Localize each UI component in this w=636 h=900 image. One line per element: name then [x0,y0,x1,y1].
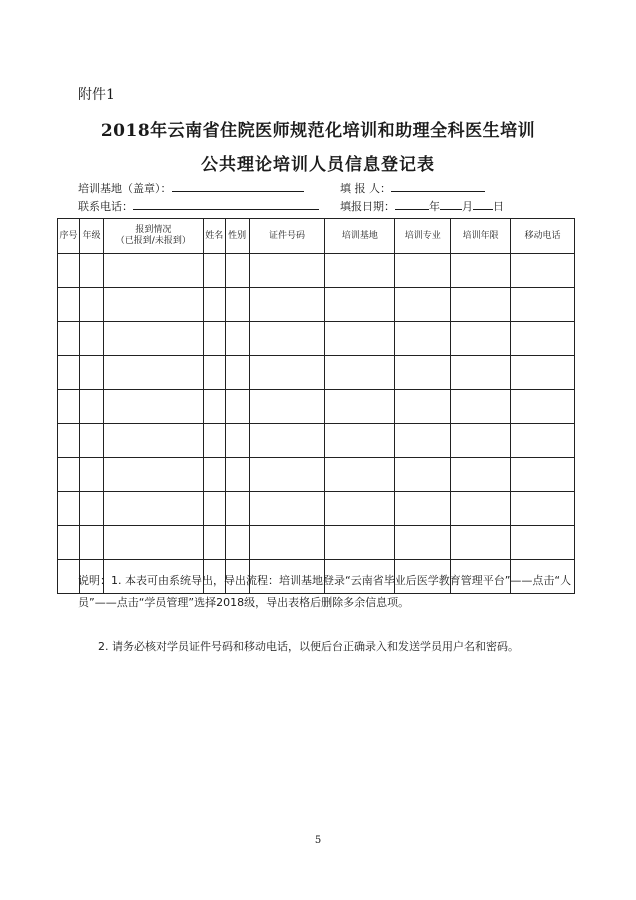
table-cell-col-training-base[interactable] [325,424,395,458]
table-cell-col-grade[interactable] [79,288,103,322]
table-cell-col-mobile[interactable] [511,322,575,356]
table-cell-col-mobile[interactable] [511,526,575,560]
table-cell-col-id-number[interactable] [249,254,325,288]
table-cell-col-report-status[interactable] [103,288,203,322]
table-cell-col-mobile[interactable] [511,288,575,322]
table-cell-col-training-base[interactable] [325,390,395,424]
table-cell-col-grade[interactable] [79,526,103,560]
table-cell-col-index[interactable] [58,390,80,424]
table-header-col-name: 姓名 [203,219,225,254]
table-cell-col-index[interactable] [58,288,80,322]
filler-label: 填 报 人： [340,182,391,195]
table-header-col-specialty: 培训专业 [395,219,451,254]
table-cell-col-report-status[interactable] [103,254,203,288]
table-cell-col-gender[interactable] [225,458,249,492]
table-cell-col-mobile[interactable] [511,390,575,424]
table-cell-col-index[interactable] [58,560,80,594]
table-cell-col-training-years[interactable] [451,424,511,458]
table-header-col-id-number: 证件号码 [249,219,325,254]
phone-blank[interactable] [133,199,319,210]
filler-blank[interactable] [391,181,485,192]
table-header-col-mobile: 移动电话 [511,219,575,254]
table-cell-col-grade[interactable] [79,356,103,390]
table-row [58,322,575,356]
table-row [58,458,575,492]
table-cell-col-gender[interactable] [225,322,249,356]
table-cell-col-index[interactable] [58,458,80,492]
table-cell-col-name[interactable] [203,322,225,356]
base-blank[interactable] [172,181,304,192]
date-month-label: 月 [462,200,473,213]
table-cell-col-training-years[interactable] [451,322,511,356]
table-cell-col-name[interactable] [203,288,225,322]
date-day-label: 日 [493,200,504,213]
note-1: 说明：1. 本表可由系统导出，导出流程：培训基地登录“云南省毕业后医学教育管理平台”——点击“人员”——点击“学员管理”选择2018级，导出表格后删除多余信息项。 [78,574,572,609]
table-cell-col-id-number[interactable] [249,356,325,390]
phone-label: 联系电话： [78,200,133,213]
table-cell-col-grade[interactable] [79,458,103,492]
filler-field [340,180,485,196]
date-field [340,198,504,214]
table-cell-col-gender[interactable] [225,390,249,424]
table-cell-col-mobile[interactable] [511,492,575,526]
table-cell-col-id-number[interactable] [249,458,325,492]
table-cell-col-training-years[interactable] [451,356,511,390]
page-title-line1: 2018年云南省住院医师规范化培训和助理全科医生培训 [100,121,536,141]
table-row [58,288,575,322]
date-day-blank[interactable] [473,199,493,210]
table-cell-col-gender[interactable] [225,492,249,526]
table-cell-col-training-years[interactable] [451,492,511,526]
table-cell-col-specialty[interactable] [395,424,451,458]
table-cell-col-mobile[interactable] [511,254,575,288]
date-label: 填报日期： [340,200,395,213]
table-cell-col-grade[interactable] [79,254,103,288]
table-cell-col-id-number[interactable] [249,526,325,560]
table-cell-col-name[interactable] [203,424,225,458]
table-header-col-index: 序号 [58,219,80,254]
table-cell-col-mobile[interactable] [511,424,575,458]
table-cell-col-specialty[interactable] [395,322,451,356]
table-header-col-training-years: 培训年限 [451,219,511,254]
table-cell-col-id-number[interactable] [249,424,325,458]
table-cell-col-training-years[interactable] [451,526,511,560]
table-cell-col-id-number[interactable] [249,492,325,526]
table-header-col-grade: 年级 [79,219,103,254]
table-cell-col-training-base[interactable] [325,492,395,526]
note-2: 2. 请务必核对学员证件号码和移动电话，以便后台正确录入和发送学员用户名和密码。 [98,640,519,653]
table-cell-col-report-status[interactable] [103,356,203,390]
base-label: 培训基地（盖章）： [78,182,172,195]
table-row [58,492,575,526]
table-row [58,356,575,390]
table-cell-col-report-status[interactable] [103,322,203,356]
table-cell-col-name[interactable] [203,492,225,526]
table-cell-col-training-base[interactable] [325,356,395,390]
table-cell-col-grade[interactable] [79,322,103,356]
table-cell-col-index[interactable] [58,492,80,526]
table-cell-col-id-number[interactable] [249,322,325,356]
table-cell-col-specialty[interactable] [395,390,451,424]
base-field [78,180,304,196]
table-cell-col-id-number[interactable] [249,390,325,424]
table-cell-col-specialty[interactable] [395,492,451,526]
table-cell-col-grade[interactable] [79,390,103,424]
table-cell-col-report-status[interactable] [103,424,203,458]
table-cell-col-index[interactable] [58,356,80,390]
table-cell-col-gender[interactable] [225,424,249,458]
date-year-blank[interactable] [395,199,429,210]
table-cell-col-name[interactable] [203,458,225,492]
table-cell-col-name[interactable] [203,254,225,288]
table-cell-col-index[interactable] [58,424,80,458]
table-cell-col-training-base[interactable] [325,458,395,492]
table-cell-col-mobile[interactable] [511,458,575,492]
table-cell-col-specialty[interactable] [395,458,451,492]
table-cell-col-training-base[interactable] [325,288,395,322]
date-month-blank[interactable] [440,199,462,210]
table-cell-col-report-status[interactable] [103,526,203,560]
page-title-line2: 公共理论培训人员信息登记表 [201,155,435,175]
table-cell-col-specialty[interactable] [395,288,451,322]
table-cell-col-name[interactable] [203,356,225,390]
table-cell-col-training-base[interactable] [325,322,395,356]
table-cell-col-report-status[interactable] [103,492,203,526]
table-cell-col-gender[interactable] [225,288,249,322]
table-cell-col-gender[interactable] [225,254,249,288]
table-cell-col-training-base[interactable] [325,526,395,560]
table-row [58,424,575,458]
attachment-label: 附件1 [78,87,115,103]
table-cell-col-training-years[interactable] [451,254,511,288]
table-row [58,526,575,560]
table-cell-col-gender[interactable] [225,526,249,560]
table-cell-col-gender[interactable] [225,356,249,390]
table-cell-col-name[interactable] [203,526,225,560]
table-cell-col-index[interactable] [58,526,80,560]
phone-field [78,198,319,214]
table-cell-col-training-base[interactable] [325,254,395,288]
table-header-col-training-base: 培训基地 [325,219,395,254]
table-cell-col-report-status[interactable] [103,390,203,424]
table-cell-col-training-years[interactable] [451,390,511,424]
date-year-label: 年 [429,200,440,213]
table-header-row [58,219,575,254]
table-cell-col-index[interactable] [58,254,80,288]
table-cell-col-index[interactable] [58,322,80,356]
table-header-col-report-status: 报到情况 （已报到/未报到） [103,219,203,254]
table-cell-col-name[interactable] [203,390,225,424]
registration-table [57,218,575,594]
table-body [58,254,575,594]
table-cell-col-grade[interactable] [79,424,103,458]
table-cell-col-specialty[interactable] [395,526,451,560]
table-cell-col-training-years[interactable] [451,288,511,322]
page-number: 5 [314,835,322,846]
table-cell-col-grade[interactable] [79,492,103,526]
table-cell-col-specialty[interactable] [395,254,451,288]
table-row [58,390,575,424]
table-cell-col-specialty[interactable] [395,356,451,390]
table-cell-col-report-status[interactable] [103,458,203,492]
table-cell-col-training-years[interactable] [451,458,511,492]
table-header-col-gender: 性别 [225,219,249,254]
table-cell-col-id-number[interactable] [249,288,325,322]
table-row [58,254,575,288]
table-cell-col-mobile[interactable] [511,356,575,390]
